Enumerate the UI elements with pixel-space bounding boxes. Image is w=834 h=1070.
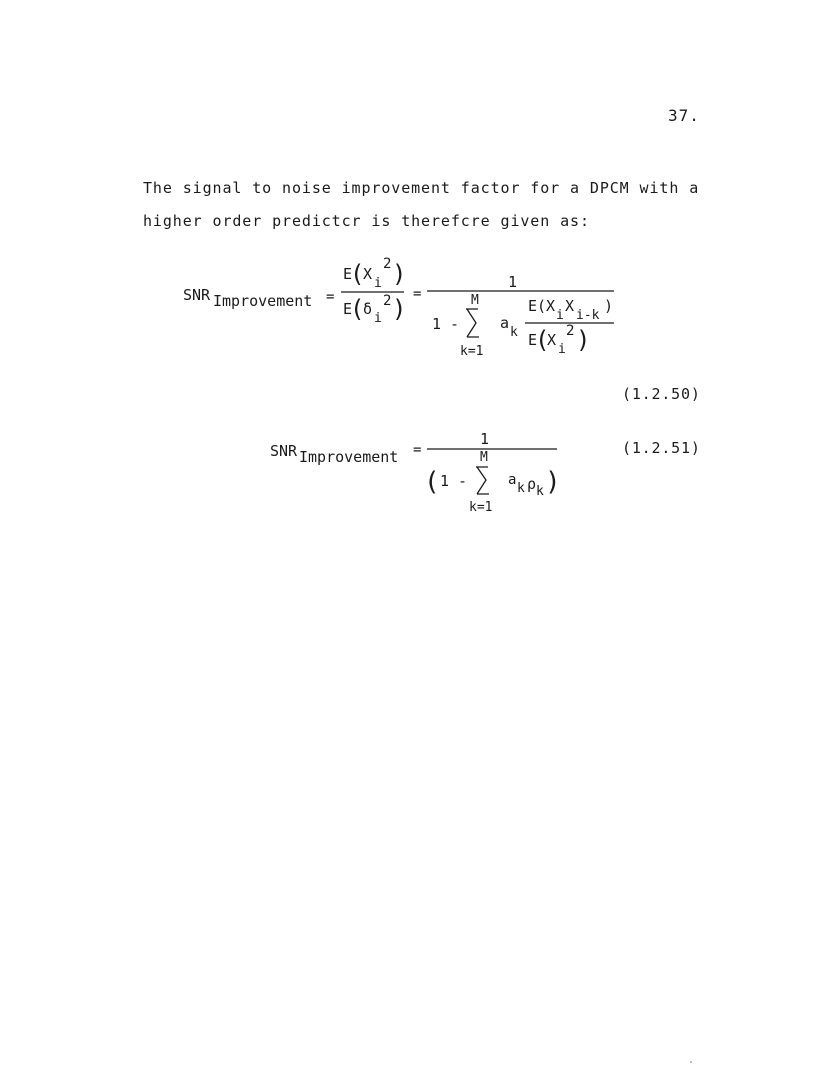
eq2-coefficient-sub: k <box>517 481 525 496</box>
eq1-frac1-num-x: X <box>363 265 373 283</box>
eq2-lhs-snr: SNR <box>270 442 298 460</box>
eq2-rho-sub: k <box>536 484 544 499</box>
eq2-open-paren: ( <box>424 467 440 497</box>
eq2-equals-sign: = <box>413 442 422 458</box>
eq1-lhs-subscript: Improvement <box>213 292 313 310</box>
eq1-inner-den-open-paren: ( <box>535 326 550 354</box>
eq1-inner-num-sub2: i-k <box>576 308 600 323</box>
eq1-frac1-num-open-paren: ( <box>350 260 365 288</box>
eq2-sum-lower-limit: k=1 <box>469 500 493 515</box>
eq2-one-minus: 1 - <box>440 472 468 490</box>
eq1-inner-den-e: E <box>528 331 538 349</box>
eq1-frac1-den-sup: 2 <box>383 293 392 309</box>
eq2-sum-upper-limit: M <box>480 450 488 465</box>
page-number: 37. <box>668 106 700 125</box>
eq1-frac1-den-delta: δ <box>363 300 373 318</box>
eq1-frac1-den-e: E <box>343 300 353 318</box>
eq1-inner-num-sub1: i <box>556 308 564 323</box>
eq1-inner-den-x: X <box>547 331 557 349</box>
eq1-one-minus: 1 - <box>432 315 460 333</box>
eq1-frac2-numerator: 1 <box>508 273 518 291</box>
eq1-inner-den-sub: i <box>558 342 566 357</box>
equation-1-2-51 <box>270 430 561 515</box>
eq2-numerator: 1 <box>480 430 490 448</box>
eq1-coefficient-a: a <box>500 314 510 332</box>
scan-speck <box>690 1061 692 1063</box>
eq1-lhs-snr: SNR <box>183 286 211 304</box>
eq2-close-paren: ) <box>545 467 561 497</box>
eq1-inner-den-close-paren: ) <box>576 326 591 354</box>
eq1-frac1-den-open-paren: ( <box>350 295 365 323</box>
eq1-inner-num-e: E(X <box>528 297 556 315</box>
eq1-frac1-num-sup: 2 <box>383 256 392 272</box>
eq1-inner-num-x2: X <box>565 297 575 315</box>
eq1-frac1-num-sub: i <box>374 276 382 291</box>
eq1-frac1-den-sub: i <box>374 311 382 326</box>
eq1-fraction-left <box>341 256 406 326</box>
eq2-lhs-subscript: Improvement <box>299 448 399 466</box>
eq1-inner-num-close: ) <box>604 297 614 315</box>
eq1-coefficient-sub: k <box>510 325 518 340</box>
equation-number-1-2-50: (1.2.50) <box>622 385 701 403</box>
paragraph-line-2: higher order predictcr is therefcre given as: <box>143 212 590 230</box>
equation-number-1-2-51: (1.2.51) <box>622 439 701 457</box>
eq1-sum-lower-limit: k=1 <box>460 344 484 359</box>
eq1-frac1-num-e: E <box>343 265 353 283</box>
eq1-frac1-num-close-paren: ) <box>392 260 407 288</box>
eq1-sigma-icon <box>466 309 479 337</box>
equation-1-2-50 <box>183 256 614 359</box>
eq1-fraction-right <box>427 273 614 359</box>
eq1-frac1-den-close-paren: ) <box>392 295 407 323</box>
eq1-inner-den-sup: 2 <box>566 323 575 339</box>
eq2-coefficient-a: a <box>508 472 517 488</box>
eq2-rho: ρ <box>527 475 537 493</box>
eq1-equals-sign: = <box>326 289 335 305</box>
paragraph-line-1: The signal to noise improvement factor for a DPCM with a <box>143 179 700 197</box>
eq2-sigma-icon <box>476 467 489 494</box>
eq1-equals-sign-2: = <box>413 286 422 302</box>
eq1-sum-upper-limit: M <box>471 293 479 308</box>
